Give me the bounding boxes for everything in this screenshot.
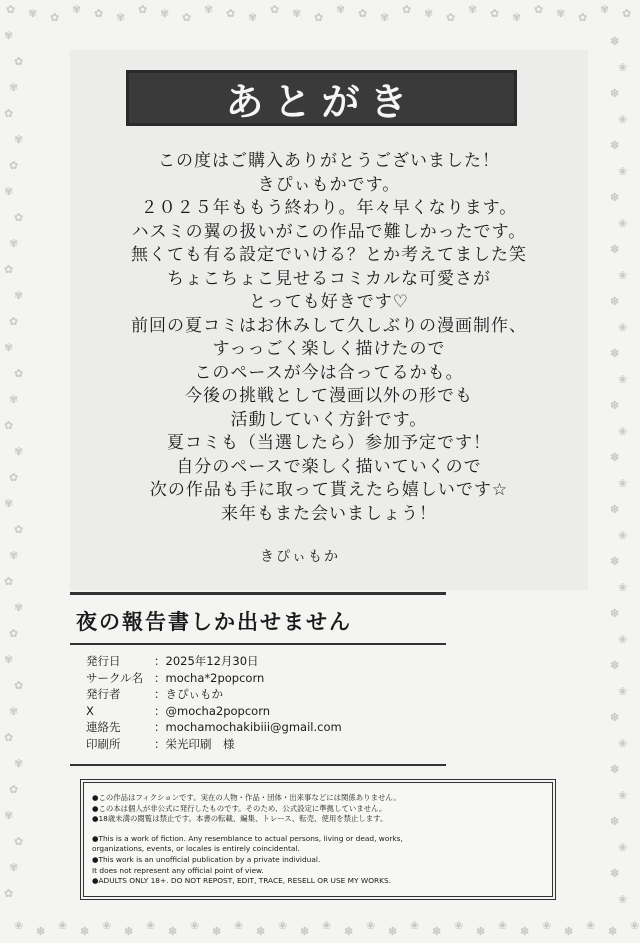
flower-ornament: ❀ (618, 581, 628, 594)
message-line: 無くても有る設定でいける？とか考えてました笑 (131, 245, 527, 265)
flower-ornament: ❀ (58, 919, 68, 932)
flower-ornament: ✽ (168, 925, 178, 938)
flower-ornament: ✾ (468, 3, 478, 16)
flower-ornament: ✿ (182, 11, 192, 24)
message-line: 自分のペースで楽しく描いていくので (176, 456, 482, 477)
flower-ornament: ✿ (4, 263, 14, 276)
colophon-label: 連絡先 (86, 720, 121, 735)
colophon-row (86, 736, 446, 753)
book-title: 夜の報告書しか出せません (76, 610, 352, 634)
flower-ornament: ✿ (490, 7, 500, 20)
message-line: この度はご購入ありがとうございました！ (158, 151, 500, 171)
flower-ornament: ✿ (14, 55, 24, 68)
flower-ornament: ✿ (9, 783, 19, 796)
flower-ornament: ✾ (4, 185, 14, 198)
flower-ornament: ✽ (610, 139, 620, 152)
flower-ornament: ✽ (476, 925, 486, 938)
flower-ornament: ✽ (212, 925, 222, 938)
flower-ornament: ✽ (610, 503, 620, 516)
notice-line-en: ●This work is an unofficial publication by a private individual. (92, 854, 321, 864)
flower-ornament: ✽ (564, 925, 574, 938)
flower-ornament: ✿ (50, 11, 60, 24)
flower-ornament: ✾ (600, 3, 610, 16)
flower-ornament: ❀ (618, 373, 628, 386)
message-line: このペースが今は合ってるかも。 (194, 362, 464, 383)
colophon-value: ：@mocha2popcorn (154, 703, 271, 718)
notice-line-en: ●ADULTS ONLY 18+. DO NOT REPOST, EDIT, TRACE, RESELL OR USE MY WORKS. (92, 876, 392, 886)
flower-ornament: ❀ (410, 919, 420, 932)
flower-ornament: ❀ (618, 685, 628, 698)
flower-ornament: ✾ (512, 11, 522, 24)
afterword-title-bar (126, 70, 517, 126)
flower-ornament: ✽ (610, 711, 620, 724)
flower-ornament: ✿ (314, 11, 324, 24)
flower-ornament: ✽ (610, 763, 620, 776)
message-line: ハスミの翼の扱いがこの作品で難しかったです。 (131, 221, 527, 242)
flower-ornament: ✿ (94, 7, 104, 20)
flower-ornament: ✽ (36, 925, 46, 938)
flower-ornament: ✾ (9, 549, 19, 562)
flower-ornament: ❀ (498, 919, 508, 932)
colophon-value: ：きぴぃもか (154, 687, 223, 702)
flower-ornament: ✽ (432, 925, 442, 938)
flower-ornament: ❀ (618, 477, 628, 490)
flower-ornament: ✿ (9, 471, 19, 484)
flower-ornament: ❀ (146, 919, 156, 932)
flower-ornament: ❀ (542, 919, 552, 932)
flower-ornament: ❀ (322, 919, 332, 932)
flower-ornament: ✾ (9, 705, 19, 718)
message-line: 来年もまた会いましょう！ (221, 503, 437, 524)
flower-ornament: ✿ (14, 523, 24, 536)
message-line: ちょこちょこ見せるコミカルな可愛さが (167, 268, 491, 289)
flower-ornament: ✽ (610, 347, 620, 360)
flower-ornament: ✾ (14, 133, 24, 146)
flower-ornament: ✾ (14, 289, 24, 302)
flower-ornament: ✾ (4, 497, 14, 510)
notice-line-en: ●This is a work of fiction. Any resemblance to actual persons, living or dead, works, (92, 833, 403, 843)
flower-ornament: ✿ (358, 7, 368, 20)
colophon-value: ：mocha*2popcorn (154, 670, 265, 685)
flower-ornament: ❀ (618, 321, 628, 334)
flower-ornament: ✾ (4, 341, 14, 354)
afterword-message (80, 150, 578, 526)
flower-ornament: ✿ (622, 7, 632, 20)
message-line: 前回の夏コミはお休みして久しぶりの漫画制作、 (131, 315, 527, 336)
colophon-label: 発行者 (86, 687, 121, 702)
message-line: ２０２５年ももう終わり。年々早くなります。 (140, 198, 518, 218)
colophon-label: サークル名 (86, 670, 144, 685)
flower-ornament: ❀ (618, 61, 628, 74)
flower-ornament: ✽ (610, 243, 620, 256)
flower-ornament: ✽ (610, 815, 620, 828)
flower-ornament: ✽ (520, 925, 530, 938)
flower-ornament: ✽ (610, 87, 620, 100)
flower-ornament: ✿ (14, 211, 24, 224)
flower-ornament: ✾ (248, 11, 258, 24)
flower-ornament: ✾ (9, 861, 19, 874)
flower-ornament: ❀ (618, 113, 628, 126)
author-signature: きぴぃもか (260, 549, 340, 565)
flower-ornament: ✽ (124, 925, 134, 938)
flower-ornament: ❀ (278, 919, 288, 932)
divider (70, 592, 446, 595)
flower-ornament: ✾ (14, 601, 24, 614)
notice-line-jp: ●18歳未満の閲覧は禁止です。本書の転載、編集、トレース、転売、使用を禁止します。 (92, 814, 388, 824)
flower-ornament: ✽ (256, 925, 266, 938)
flower-ornament: ✽ (80, 925, 90, 938)
flower-ornament: ❀ (618, 841, 628, 854)
flower-ornament: ✾ (292, 7, 302, 20)
flower-ornament: ❀ (630, 919, 640, 932)
divider (70, 764, 446, 766)
flower-ornament: ✾ (160, 7, 170, 20)
flower-ornament: ✾ (204, 3, 214, 16)
flower-ornament: ✿ (4, 575, 14, 588)
flower-ornament: ❀ (366, 919, 376, 932)
flower-ornament: ✾ (9, 81, 19, 94)
flower-ornament: ❀ (102, 919, 112, 932)
flower-ornament: ❀ (618, 893, 628, 906)
colophon-label: 印刷所 (86, 736, 121, 751)
flower-ornament: ✽ (344, 925, 354, 938)
colophon-row (86, 670, 446, 687)
message-line: すっっごく楽しく描けたので (212, 339, 446, 359)
message-line: 活動していく方針です。 (230, 409, 428, 430)
flower-ornament: ✿ (4, 887, 14, 900)
flower-ornament: ❀ (454, 919, 464, 932)
flower-ornament: ✽ (610, 607, 620, 620)
divider (70, 643, 446, 645)
flower-ornament: ✽ (610, 191, 620, 204)
flower-ornament: ✿ (4, 107, 14, 120)
flower-ornament: ✿ (402, 3, 412, 16)
flower-ornament: ✽ (610, 399, 620, 412)
flower-ornament: ✿ (270, 3, 280, 16)
flower-ornament: ❀ (618, 789, 628, 802)
message-line: 夏コミも（当選したら）参加予定です！ (167, 433, 491, 453)
flower-ornament: ✾ (14, 445, 24, 458)
flower-ornament: ✿ (14, 679, 24, 692)
flower-ornament: ✾ (424, 7, 434, 20)
colophon-label: X (86, 703, 94, 718)
colophon-value: ：mochamochakibiii@gmail.com (154, 720, 342, 735)
flower-ornament: ❀ (234, 919, 244, 932)
colophon-row (86, 703, 446, 720)
notice-line-en: It does not represent any official point of view. (92, 865, 264, 875)
flower-ornament: ✽ (610, 295, 620, 308)
flower-ornament: ✽ (610, 555, 620, 568)
colophon-value: ：栄光印刷 様 (154, 736, 235, 751)
flower-ornament: ✿ (14, 835, 24, 848)
flower-ornament: ✾ (4, 653, 14, 666)
flower-ornament: ✿ (14, 367, 24, 380)
flower-ornament: ❀ (618, 425, 628, 438)
flower-ornament: ✾ (380, 11, 390, 24)
colophon (86, 653, 446, 752)
flower-ornament: ✽ (610, 35, 620, 48)
notice-line-jp: ●この本は個人が非公式に発行したものです。そのため、公式設定に準拠していません。 (92, 803, 387, 813)
flower-ornament: ✿ (226, 7, 236, 20)
message-line: とっても好きです♡ (249, 292, 409, 312)
flower-ornament: ✾ (116, 11, 126, 24)
flower-ornament: ✽ (388, 925, 398, 938)
flower-ornament: ✿ (6, 3, 16, 16)
colophon-row (86, 653, 446, 670)
flower-ornament: ❀ (14, 919, 24, 932)
flower-ornament: ✾ (72, 3, 82, 16)
flower-ornament: ❀ (190, 919, 200, 932)
flower-ornament: ✽ (610, 867, 620, 880)
flower-ornament: ✽ (610, 659, 620, 672)
flower-ornament: ✿ (534, 3, 544, 16)
flower-ornament: ✿ (9, 627, 19, 640)
flower-ornament: ❀ (618, 633, 628, 646)
flower-ornament: ✿ (9, 315, 19, 328)
message-line: 次の作品も手に取って貰えたら嬉しいです☆ (149, 480, 509, 500)
flower-ornament: ❀ (618, 529, 628, 542)
flower-ornament: ✾ (4, 809, 14, 822)
flower-ornament: ✿ (4, 731, 14, 744)
flower-ornament: ✾ (556, 7, 566, 20)
flower-ornament: ❀ (618, 269, 628, 282)
flower-ornament: ✿ (446, 11, 456, 24)
flower-ornament: ✿ (4, 419, 14, 432)
notice-box (83, 782, 553, 897)
afterword-title: あとがき (225, 79, 418, 124)
flower-ornament: ✽ (610, 451, 620, 464)
flower-ornament: ❀ (618, 165, 628, 178)
flower-ornament: ✾ (28, 7, 38, 20)
flower-ornament: ✿ (138, 3, 148, 16)
colophon-row (86, 719, 446, 736)
flower-ornament: ✾ (336, 3, 346, 16)
flower-ornament: ✾ (9, 393, 19, 406)
flower-ornament: ✾ (9, 237, 19, 250)
colophon-value: ：2025年12月30日 (154, 654, 259, 669)
flower-ornament: ✿ (578, 11, 588, 24)
flower-ornament: ✽ (608, 925, 618, 938)
flower-ornament: ✾ (14, 757, 24, 770)
notice-line-en: organizations, events, or locales is entirely coincidental. (92, 844, 300, 854)
flower-ornament: ✿ (9, 159, 19, 172)
flower-ornament: ❀ (586, 919, 596, 932)
flower-ornament: ❀ (618, 217, 628, 230)
notice-line-jp: ●この作品はフィクションです。実在の人物・作品・団体・出来事などには関係ありません。 (92, 793, 401, 802)
message-line: 今後の挑戦として漫画以外の形でも (185, 386, 473, 406)
message-line: きぴぃもかです。 (257, 174, 401, 195)
flower-ornament: ✾ (4, 29, 14, 42)
colophon-row (86, 686, 446, 703)
flower-ornament: ❀ (618, 737, 628, 750)
flower-ornament: ✽ (300, 925, 310, 938)
colophon-label: 発行日 (86, 654, 121, 669)
